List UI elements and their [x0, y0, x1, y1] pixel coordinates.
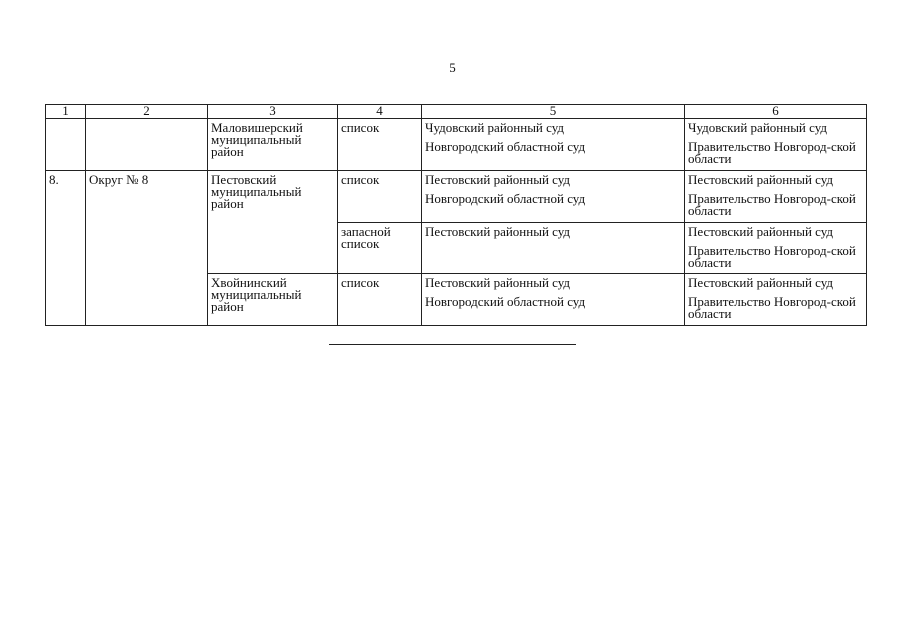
courts-cell: [422, 119, 685, 171]
header-col-3: 3: [208, 105, 338, 119]
keepers-cell: [685, 119, 867, 171]
court-entry: Пестовский районный суд: [425, 224, 571, 239]
keeper-entry: Пестовский районный суд: [688, 275, 834, 290]
header-col-4: 4: [338, 105, 422, 119]
table-row: [46, 171, 867, 223]
district-cell: [86, 119, 208, 171]
keeper-entry: Правительство Новгород-ской области: [688, 191, 856, 218]
header-col-5: 5: [422, 105, 685, 119]
municipality-cell: Хвойнинский муниципальный район: [208, 274, 338, 326]
keeper-entry: Чудовский районный суд: [688, 120, 828, 135]
row-number-cell: 8.: [46, 171, 86, 326]
list-type-cell: список: [338, 274, 422, 326]
list-type-cell: список: [338, 119, 422, 171]
end-divider-line: [329, 344, 576, 345]
court-entry: Новгородский областной суд: [425, 139, 586, 154]
courts-cell: [422, 171, 685, 223]
court-entry: Новгородский областной суд: [425, 294, 586, 309]
list-type-cell: запасной список: [338, 223, 422, 274]
court-entry: Чудовский районный суд: [425, 120, 565, 135]
keeper-entry: Правительство Новгород-ской области: [688, 243, 856, 270]
district-cell: Округ № 8: [86, 171, 208, 326]
keepers-cell: [685, 274, 867, 326]
municipality-cell: Пестовский муниципальный район: [208, 171, 338, 274]
keeper-entry: Пестовский районный суд: [688, 172, 834, 187]
keepers-cell: [685, 223, 867, 274]
courts-cell: [422, 274, 685, 326]
header-col-2: 2: [86, 105, 208, 119]
court-entry: Новгородский областной суд: [425, 191, 586, 206]
keepers-cell: [685, 171, 867, 223]
keeper-entry: Пестовский районный суд: [688, 224, 834, 239]
court-entry: Пестовский районный суд: [425, 172, 571, 187]
row-number-cell: [46, 119, 86, 171]
municipality-cell: Маловишерский муниципальный район: [208, 119, 338, 171]
page-number: 5: [449, 60, 456, 75]
table-row: [46, 119, 867, 171]
keeper-entry: Правительство Новгород-ской области: [688, 294, 856, 321]
list-type-cell: список: [338, 171, 422, 223]
header-col-1: 1: [46, 105, 86, 119]
header-col-6: 6: [685, 105, 867, 119]
header-row: [46, 105, 867, 119]
keeper-entry: Правительство Новгород-ской области: [688, 139, 856, 166]
court-entry: Пестовский районный суд: [425, 275, 571, 290]
districts-table: [45, 104, 867, 326]
courts-cell: [422, 223, 685, 274]
